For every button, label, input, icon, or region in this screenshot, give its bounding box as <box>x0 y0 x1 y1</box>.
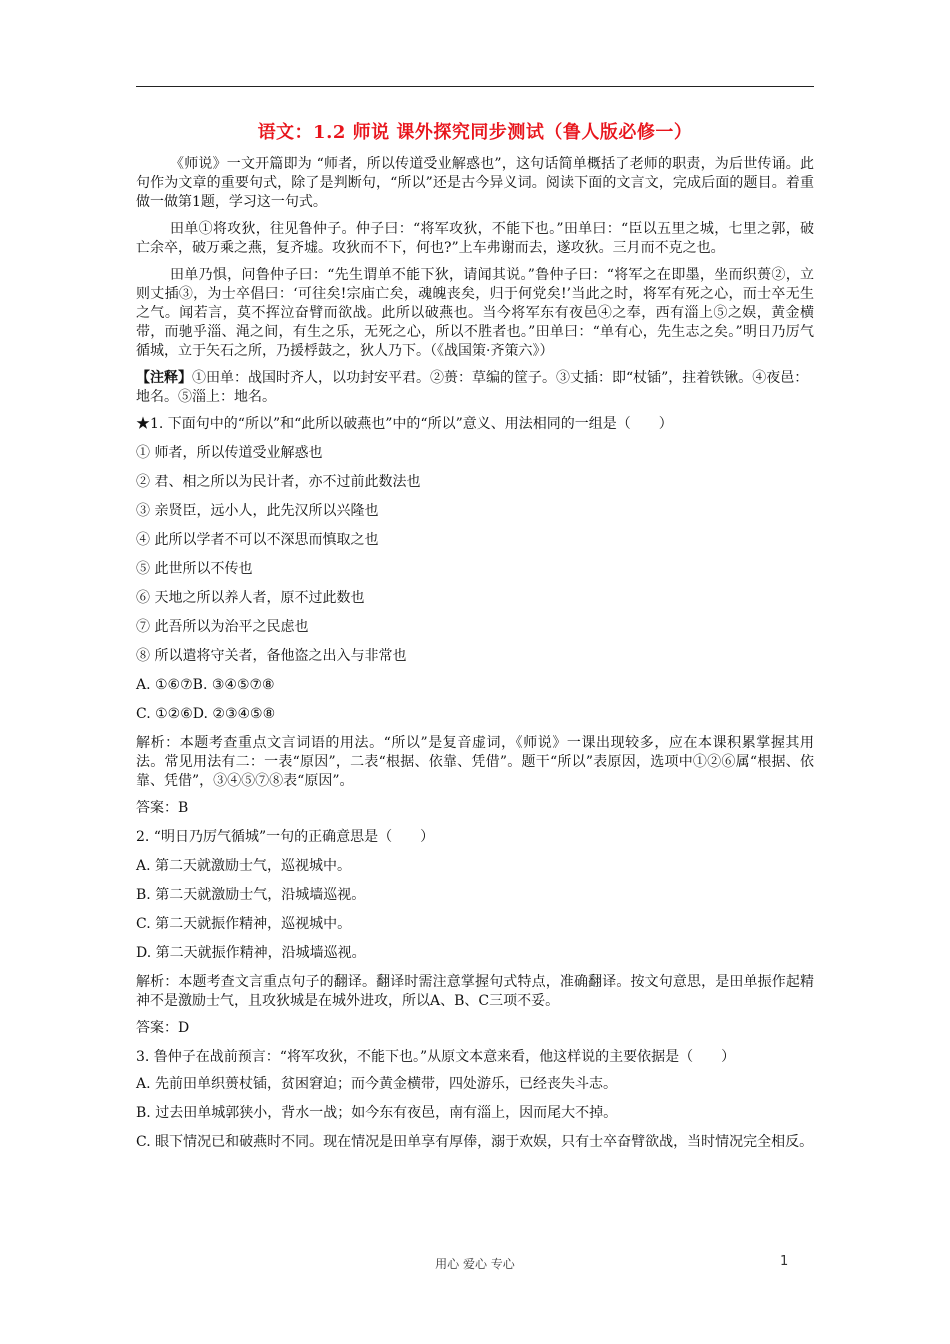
passage-paragraph-2: 田单乃惧，问鲁仲子曰：“先生谓单不能下狄，请闻其说。”鲁仲子曰：“将军之在即墨，坐而织蒉②，立则丈插③，为士卒倡曰：‘可往矣!宗庙亡矣，魂魄丧矣，归于何党矣!’当此之时，将军有死之心，而士卒无生之气。闻若言，莫不挥泣奋臂而欲战。此所以破燕也。当今将军东有夜邑④之奉，西有淄上⑤之娱，黄金横带，而驰乎淄、渑之间，有生之乐，无死之心，所以不胜者也。”田单曰：“单有心，先生志之矣。”明日乃厉气循城，立于矢石之所，乃援桴鼓之，狄人乃下。（《战国策·齐策六》） <box>136 267 814 359</box>
q1-answer: 答案：B <box>136 800 189 816</box>
q1-item-8: ⑧ 所以遣将守关者，备他盗之出入与非常也 <box>136 648 407 664</box>
question-3-stem: 3. 鲁仲子在战前预言：“将军攻狄，不能下也。”从原文本意来看，他这样说的主要依据是（ ） <box>136 1049 736 1065</box>
q1-item-2: ② 君、相之所以为民计者，亦不过前此数法也 <box>136 474 421 490</box>
question-2-stem: 2. “明日乃厉气循城”一句的正确意思是（ ） <box>136 829 435 845</box>
annotation-note <box>136 369 814 407</box>
note-label: 【注释】 <box>136 370 192 386</box>
q2-option-a: A. 第二天就激励士气，巡视城中。 <box>136 858 352 874</box>
header-rule <box>136 86 814 87</box>
page-footer: 用心 爱心 专心 <box>435 1257 515 1271</box>
q1-item-1: ① 师者，所以传道受业解惑也 <box>136 445 323 461</box>
q1-item-4: ④ 此所以学者不可以不深思而慎取之也 <box>136 532 379 548</box>
passage-paragraph-1: 田单①将攻狄，往见鲁仲子。仲子曰：“将军攻狄，不能下也。”田单曰：“臣以五里之城，七里之郭，破亡余卒，破万乘之燕，复齐墟。攻狄而不下，何也?”上车弗谢而去，遂攻狄。三月而不克之也。 <box>136 221 814 256</box>
q2-option-b: B. 第二天就激励士气，沿城墙巡视。 <box>136 887 366 903</box>
q3-option-b: B. 过去田单城郭狭小，背水一战；如今东有夜邑，南有淄上，因而尾大不掉。 <box>136 1105 618 1121</box>
q1-item-3: ③ 亲贤臣，远小人，此先汉所以兴隆也 <box>136 503 379 519</box>
q2-answer: 答案：D <box>136 1020 190 1036</box>
q1-item-5: ⑤ 此世所以不传也 <box>136 561 253 577</box>
document-title: 语文：1.2 师说 课外探究同步测试（鲁人版必修一） <box>257 122 693 143</box>
q1-item-6: ⑥ 天地之所以养人者，原不过此数也 <box>136 590 365 606</box>
q3-option-c: C. 眼下情况已和破燕时不同。现在情况是田单享有厚俸，溺于欢娱，只有士卒奋臂欲战，当时情况完全相反。 <box>136 1134 814 1150</box>
q2-option-d: D. 第二天就振作精神，沿城墙巡视。 <box>136 945 366 961</box>
q1-item-7: ⑦ 此吾所以为治平之民虑也 <box>136 619 309 635</box>
question-1-stem: ★1. 下面句中的“所以”和“此所以破燕也”中的“所以”意义、用法相同的一组是（ ） <box>136 416 673 432</box>
q2-analysis: 解析：本题考查文言重点句子的翻译。翻译时需注意掌握句式特点，准确翻译。按文句意思，是田单振作起精神不是激励士气，且攻狄城是在城外进攻，所以A、B、C三项不妥。 <box>136 974 814 1009</box>
q1-options-ab: A. ①⑥⑦B. ③④⑤⑦⑧ <box>136 677 275 693</box>
q3-option-a: A. 先前田单织蒉杖锸，贫困窘迫；而今黄金横带，四处游乐，已经丧失斗志。 <box>136 1076 618 1092</box>
page-number: 1 <box>780 1254 789 1269</box>
q1-options-cd: C. ①②⑥D. ②③④⑤⑧ <box>136 706 276 722</box>
note-text: ①田单：战国时齐人，以功封安平君。②蒉：草编的筐子。③丈插：即“杖锸”，拄着铁锹。④夜邑：地名。⑤淄上：地名。 <box>136 370 809 405</box>
intro-paragraph: 《师说》一文开篇即为 “师者，所以传道受业解惑也”，这句话简单概括了老师的职责，为后世传诵。此句作为文章的重要句式，除了是判断句，“所以”还是古今异义词。阅读下面的文言文，完成后面的题目。着重做一做第1题，学习这一句式。 <box>136 156 814 210</box>
q2-option-c: C. 第二天就振作精神，巡视城中。 <box>136 916 352 932</box>
q1-analysis: 解析：本题考查重点文言词语的用法。“所以”是复音虚词，《师说》一课出现较多，应在本课积累掌握其用法。常见用法有二：一表“原因”，二表“根据、依靠、凭借”。题干“所以”表原因，选项中①②⑥属“根据、依靠、凭借”，③④⑤⑦⑧表“原因”。 <box>136 735 814 789</box>
document-body <box>136 155 814 1160</box>
